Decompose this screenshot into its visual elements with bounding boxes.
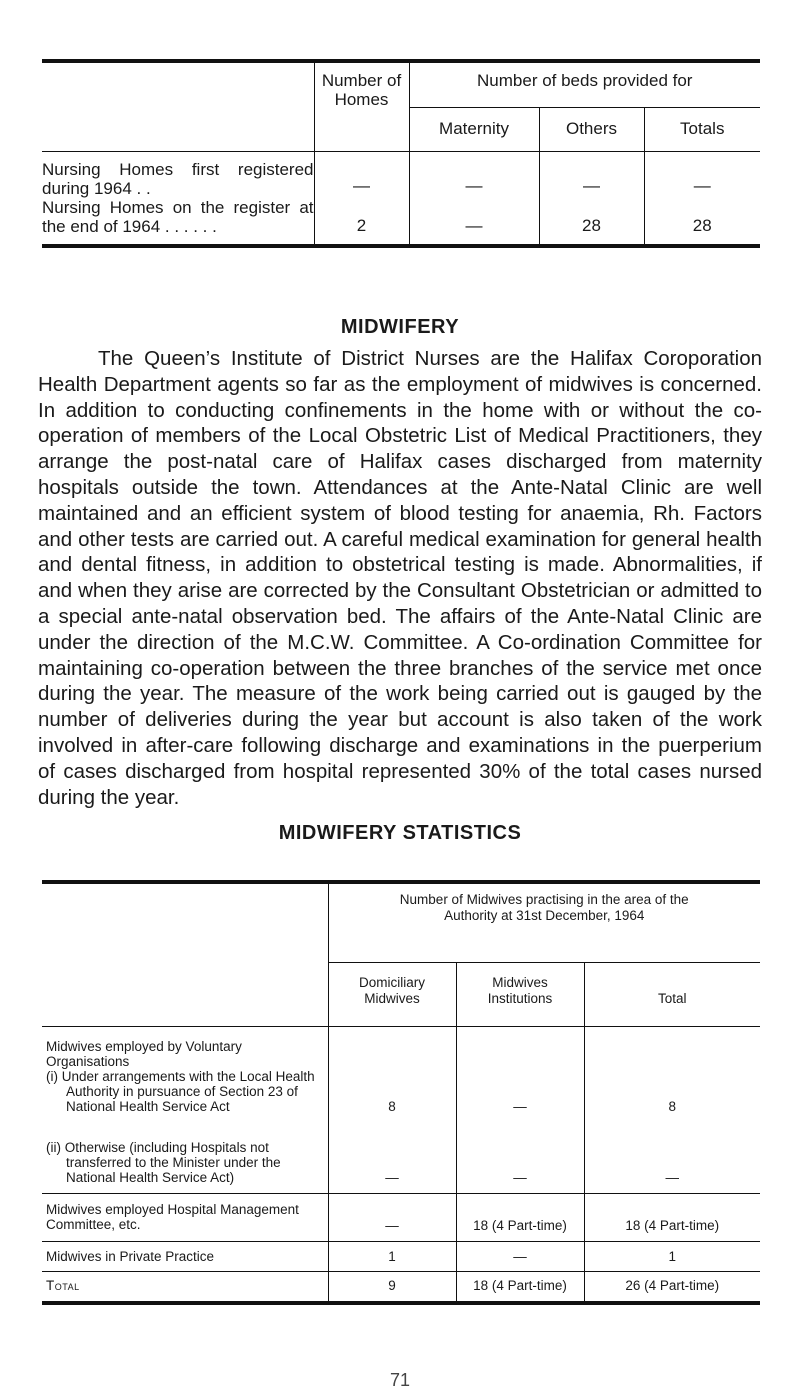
row2-totals: 28 — [644, 198, 760, 246]
stats-ii-institutions: — — [456, 1118, 584, 1194]
stats-voluntary-label — [42, 1026, 328, 1118]
nursing-homes-table — [42, 59, 760, 248]
header-maternity: Maternity — [409, 107, 539, 151]
stats-hospital-total: 18 (4 Part-time) — [584, 1193, 760, 1241]
stats-i-institutions: — — [456, 1026, 584, 1118]
stats-private-label: Midwives in Private Practice — [42, 1241, 328, 1271]
header-blank — [42, 61, 314, 151]
stats-i-domiciliary: 8 — [328, 1026, 456, 1118]
header-others: Others — [539, 107, 644, 151]
row2-others: 28 — [539, 198, 644, 246]
row1-totals: — — [644, 151, 760, 198]
midwifery-heading: MIDWIFERY — [340, 316, 460, 338]
stats-header-total: Total — [584, 962, 760, 1026]
stats-total-total: 26 (4 Part-time) — [584, 1271, 760, 1303]
midwifery-statistics-heading: MIDWIFERY STATISTICS — [278, 822, 522, 844]
stats-hospital-institutions: 18 (4 Part-time) — [456, 1193, 584, 1241]
stats-total-label-text: Total — [46, 1277, 80, 1293]
stats-group-header — [328, 882, 760, 962]
stats-private-total: 1 — [584, 1241, 760, 1271]
row-first-registered-label — [42, 151, 314, 198]
stats-private-institutions: — — [456, 1241, 584, 1271]
midwifery-statistics-table — [42, 880, 760, 1305]
stats-voluntary-ii: (ii) Otherwise (including Hospitals not transferred to the Minister under the National Health Service Act) — [46, 1139, 281, 1185]
row-end-of-year-text: Nursing Homes on the register at the end of 1964 . . . . . . — [42, 197, 314, 236]
stats-private-domiciliary: 1 — [328, 1241, 456, 1271]
stats-voluntary-ii-cell — [42, 1118, 328, 1194]
stats-total-label — [42, 1271, 328, 1303]
stats-header-institutions-text: Midwives Institutions — [487, 974, 553, 1006]
header-number-of-homes: Number of Homes — [314, 61, 409, 151]
page-number: 71 — [389, 1370, 411, 1390]
stats-header-blank — [42, 882, 328, 1026]
stats-i-total: 8 — [584, 1026, 760, 1118]
stats-voluntary-title: Midwives employed by Voluntary Organisations — [46, 1038, 242, 1069]
row1-others: — — [539, 151, 644, 198]
stats-hospital-label: Midwives employed Hospital Management Committee, etc. — [42, 1193, 328, 1241]
stats-ii-domiciliary: — — [328, 1118, 456, 1194]
stats-total-domiciliary: 9 — [328, 1271, 456, 1303]
stats-hospital-domiciliary: — — [328, 1193, 456, 1241]
stats-header-institutions — [456, 962, 584, 1026]
row2-homes: 2 — [314, 198, 409, 246]
header-totals: Totals — [644, 107, 760, 151]
row-end-of-year-label — [42, 198, 314, 246]
row-first-registered-text: Nursing Homes first registered during 1964 . . — [42, 159, 314, 198]
header-beds-provided: Number of beds provided for — [409, 61, 760, 107]
stats-voluntary-i: (i) Under arrangements with the Local Health Authority in pursuance of Section 23 of National Health Service Act — [46, 1068, 315, 1114]
stats-ii-total: — — [584, 1118, 760, 1194]
row2-maternity: — — [409, 198, 539, 246]
row1-maternity: — — [409, 151, 539, 198]
stats-total-institutions: 18 (4 Part-time) — [456, 1271, 584, 1303]
midwifery-paragraph: The Queen’s Institute of District Nurses are the Halifax Coroporation Health Department agents so far as the employment of midwives is concerned. In addition to conducting confinements in the home with or without the co-operation of members of the Local Obstetric List of Medical Practitioners, they arrange the post-natal care of Halifax cases discharged from maternity hospitals outside the town. Attendances at the Ante-Natal Clinic are well maintained and an efficient system of blood testing for anaemia, Rh. Factors and other tests are carried out. A careful medical examination for general health and dental fitness, in addition to obstetrical testing is made. Abnormalities, if and when they arise are corrected by the Consultant Obstetrician or admitted to a special ante-natal observation bed. The affairs of the Ante-Natal Clinic are under the direction of the M.C.W. Committee. A Co-ordination Committee for maintaining co-operation between the three branches of the service met once during the year. The measure of the work being carried out is gauged by the number of deliveries during the year but account is also taken of the work involved in after-care following discharge and examinations in the puerperium of cases discharged from hospital represented 30% of the total cases nursed during the year. — [38, 347, 762, 809]
stats-header-domiciliary — [328, 962, 456, 1026]
row1-homes: — — [314, 151, 409, 198]
stats-header-domiciliary-text: Domiciliary Midwives — [358, 974, 425, 1006]
stats-group-header-text: Number of Midwives practising in the area of the Authority at 31st December, 1964 — [399, 892, 689, 923]
